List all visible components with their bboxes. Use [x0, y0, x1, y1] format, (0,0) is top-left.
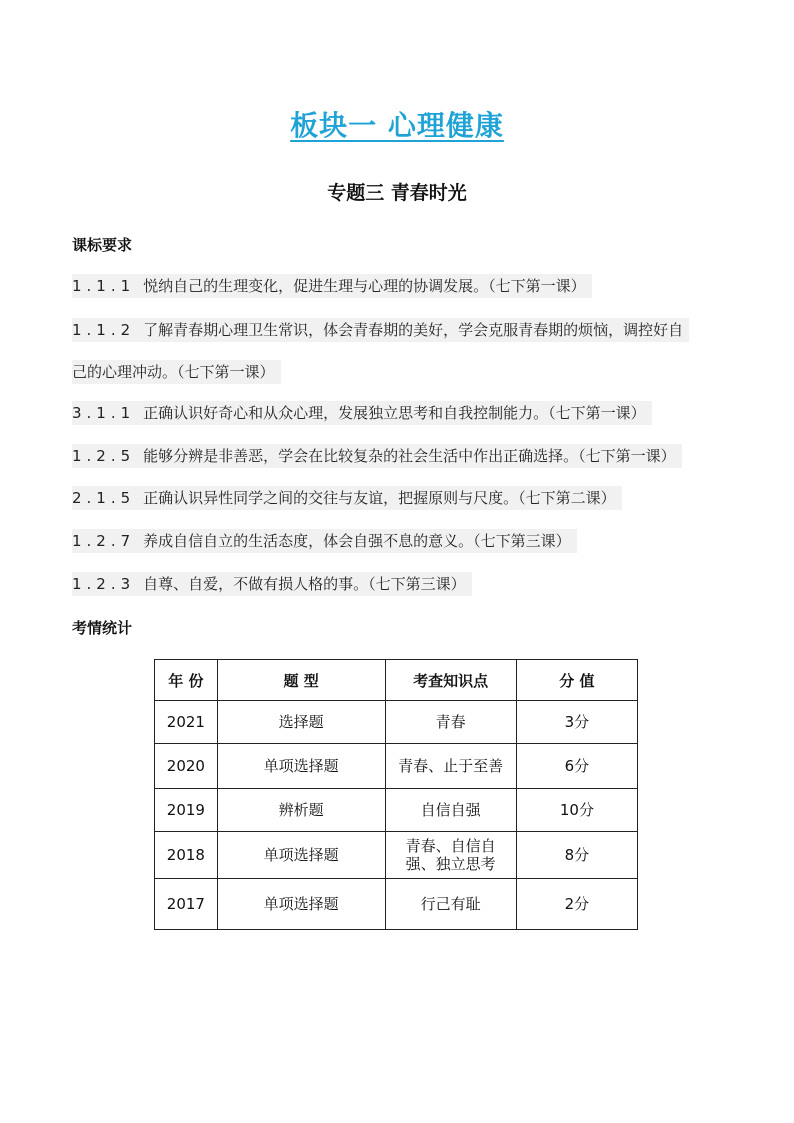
- cell-question-type: 单项选择题: [217, 879, 385, 930]
- cell-score: 10分: [516, 789, 637, 832]
- requirement-line: [72, 486, 622, 510]
- table-row: [155, 879, 638, 930]
- cell-score: 2分: [516, 879, 637, 930]
- requirement-line: [72, 401, 652, 425]
- cell-question-type: 辨析题: [217, 789, 385, 832]
- requirement-code: 1.1.1: [72, 277, 136, 295]
- requirement-code: 1.2.7: [72, 532, 136, 550]
- requirement-code: 2.1.5: [72, 489, 136, 507]
- cell-year: 2018: [155, 832, 218, 879]
- table-header-row: [155, 660, 638, 701]
- requirement-text: 自尊、自爱，不做有损人格的事。（七下第三课）: [143, 575, 466, 593]
- table-row: [155, 744, 638, 789]
- requirement-text: 悦纳自己的生理变化，促进生理与心理的协调发展。（七下第一课）: [143, 277, 586, 295]
- cell-knowledge-point: 青春、自信自强、独立思考: [385, 832, 516, 879]
- cell-question-type: 选择题: [217, 701, 385, 744]
- cell-knowledge-point: 青春、止于至善: [385, 744, 516, 789]
- requirement-line: [72, 572, 472, 596]
- cell-knowledge-point: 行己有耻: [385, 879, 516, 930]
- cell-knowledge-point: 自信自强: [385, 789, 516, 832]
- cell-question-type: 单项选择题: [217, 744, 385, 789]
- header-question-type: 题 型: [217, 660, 385, 701]
- requirement-text: 己的心理冲动。（七下第一课）: [72, 363, 275, 381]
- requirement-text: 正确认识好奇心和从众心理，发展独立思考和自我控制能力。（七下第一课）: [143, 404, 646, 422]
- topic-subtitle: 专题三 青春时光: [327, 182, 467, 204]
- requirement-line: [72, 274, 592, 298]
- requirement-code: 1.1.2: [72, 321, 136, 339]
- curriculum-heading: 课标要求: [72, 236, 133, 254]
- header-year: 年 份: [155, 660, 218, 701]
- requirement-code: 3.1.1: [72, 404, 136, 422]
- requirement-code: 1.2.3: [72, 575, 136, 593]
- header-score: 分 值: [516, 660, 637, 701]
- cell-year: 2020: [155, 744, 218, 789]
- requirement-text: 养成自信自立的生活态度，体会自强不息的意义。（七下第三课）: [143, 532, 571, 550]
- cell-score: 3分: [516, 701, 637, 744]
- exam-stats-table: [154, 659, 638, 930]
- table-row: [155, 789, 638, 832]
- header-knowledge-point: 考查知识点: [385, 660, 516, 701]
- requirement-code: 1.2.5: [72, 447, 136, 465]
- cell-knowledge-point: 青春: [385, 701, 516, 744]
- requirement-text: 能够分辨是非善恶，学会在比较复杂的社会生活中作出正确选择。（七下第一课）: [143, 447, 676, 465]
- requirement-line-continued: [72, 360, 281, 384]
- page-title-text: 板块一 心理健康: [290, 109, 504, 142]
- page-title: [0, 104, 794, 144]
- requirement-line: [72, 529, 577, 553]
- cell-score: 6分: [516, 744, 637, 789]
- requirement-line: [72, 318, 689, 342]
- cell-year: 2019: [155, 789, 218, 832]
- requirement-text: 正确认识异性同学之间的交往与友谊，把握原则与尺度。（七下第二课）: [143, 489, 616, 507]
- table-row: [155, 701, 638, 744]
- table-row: [155, 832, 638, 879]
- requirement-text: 了解青春期心理卫生常识，体会青春期的美好，学会克服青春期的烦恼，调控好自: [143, 321, 684, 339]
- cell-year: 2017: [155, 879, 218, 930]
- exam-stats-heading: 考情统计: [72, 619, 133, 637]
- requirement-line: [72, 444, 682, 468]
- cell-question-type: 单项选择题: [217, 832, 385, 879]
- cell-year: 2021: [155, 701, 218, 744]
- cell-score: 8分: [516, 832, 637, 879]
